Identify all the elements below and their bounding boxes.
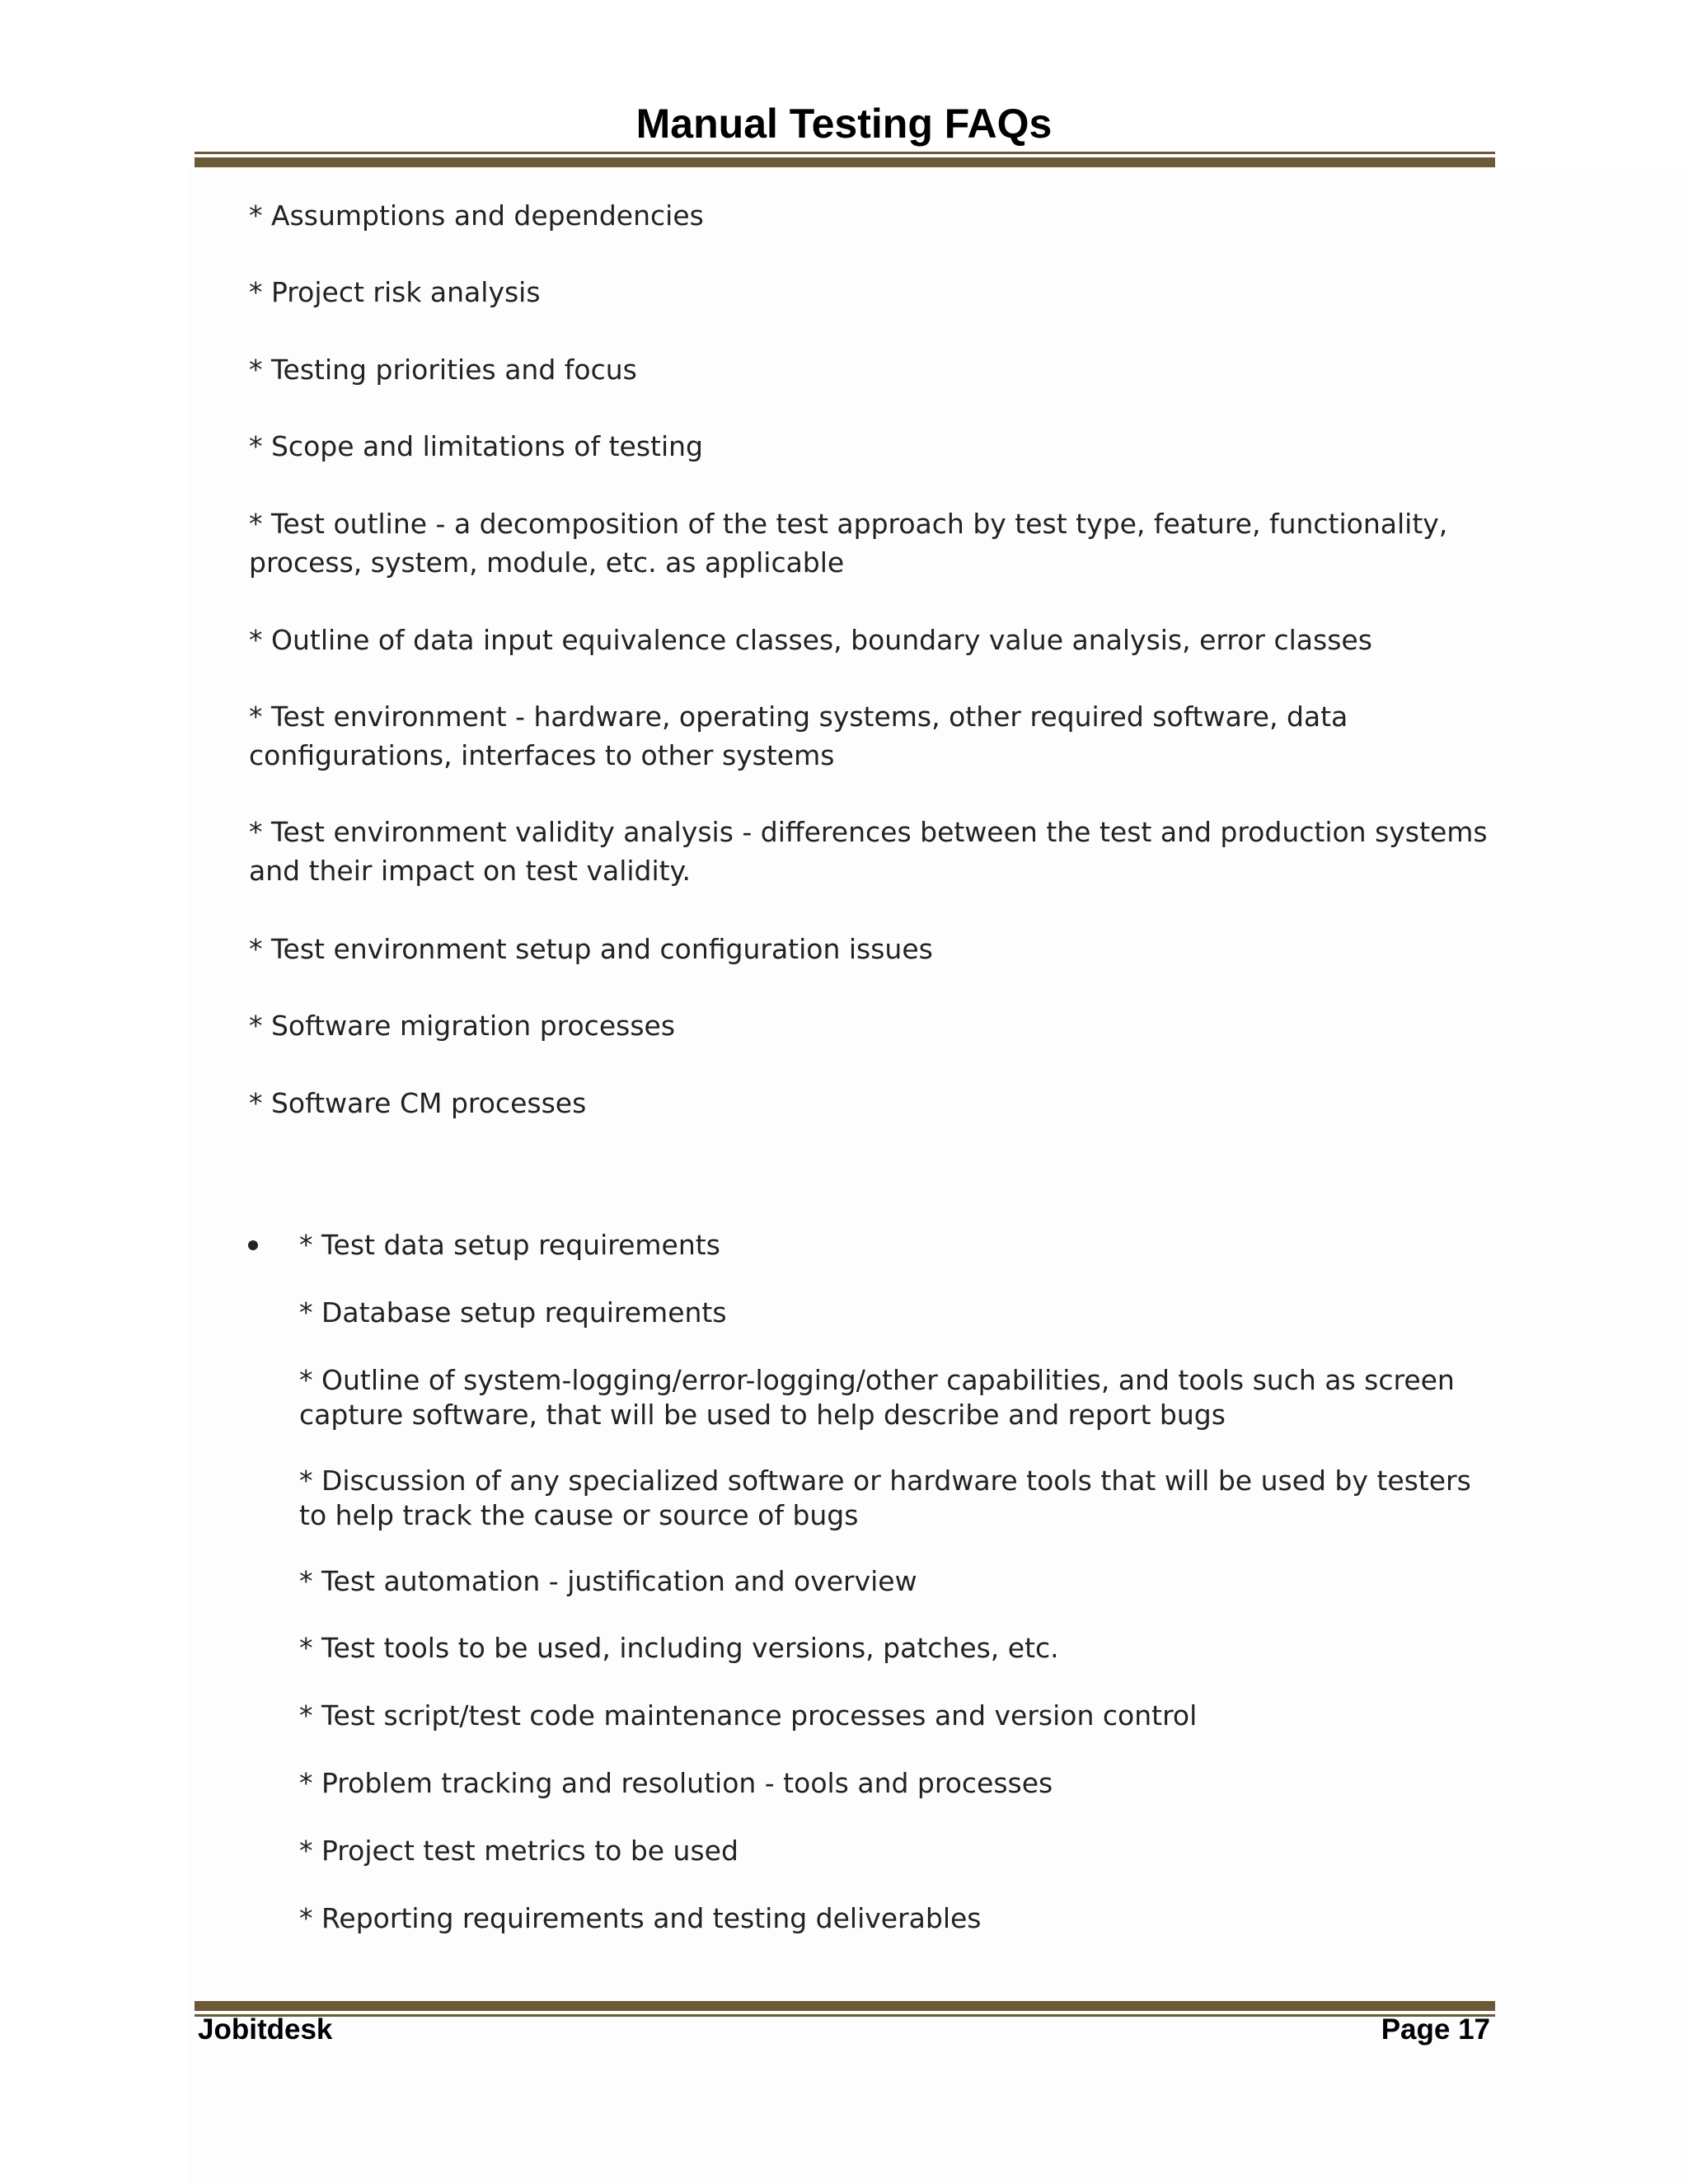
bullet-list-item: * Outline of system-logging/error-logging/other capabilities, and tools such as screen capture software, that will be used to help describe and report bugs (299, 1364, 1455, 1431)
bullet-list-item: * Test automation - justification and overview (299, 1565, 917, 1597)
footer-divider (195, 2001, 1495, 2017)
list-item: * Outline of data input equivalence classes, boundary value analysis, error classes (249, 624, 1372, 656)
header-divider (195, 152, 1495, 167)
footer-brand: Jobitdesk (198, 2013, 333, 2046)
list-item: * Project risk analysis (249, 276, 541, 308)
bullet-list-item: * Project test metrics to be used (299, 1835, 738, 1867)
list-item: * Software migration processes (249, 1010, 676, 1042)
page-number: Page 17 (1381, 2013, 1490, 2046)
list-item: * Software CM processes (249, 1087, 587, 1119)
list-item: * Scope and limitations of testing (249, 430, 703, 462)
bullet-list-item: * Test tools to be used, including versions, patches, etc. (299, 1632, 1059, 1664)
bullet-list-item: * Test script/test code maintenance processes and version control (299, 1699, 1198, 1732)
bullet-list-item: * Discussion of any specialized software or hardware tools that will be used by testers to help track the cause or source of bugs (299, 1465, 1471, 1531)
list-item: * Test outline - a decomposition of the test approach by test type, feature, functionality, process, system, module, etc. as applicable (249, 508, 1448, 579)
bullet-list-item: * Reporting requirements and testing deliverables (299, 1902, 982, 1934)
bullet-list-item: * Test data setup requirements (299, 1229, 720, 1261)
list-item: * Test environment setup and configuration issues (249, 933, 933, 965)
list-item: * Assumptions and dependencies (249, 199, 704, 232)
page-background (186, 169, 1688, 2184)
list-item: * Test environment validity analysis - differences between the test and production systems and their impact on test validity. (249, 816, 1488, 887)
bullet-list-item: * Problem tracking and resolution - tools and processes (299, 1767, 1053, 1799)
page-title: Manual Testing FAQs (635, 101, 1053, 147)
list-item: * Testing priorities and focus (249, 354, 637, 386)
list-item: * Test environment - hardware, operating systems, other required software, data configurations, interfaces to other systems (249, 701, 1348, 771)
bullet-icon (248, 1240, 258, 1250)
bullet-list-item: * Database setup requirements (299, 1296, 727, 1329)
